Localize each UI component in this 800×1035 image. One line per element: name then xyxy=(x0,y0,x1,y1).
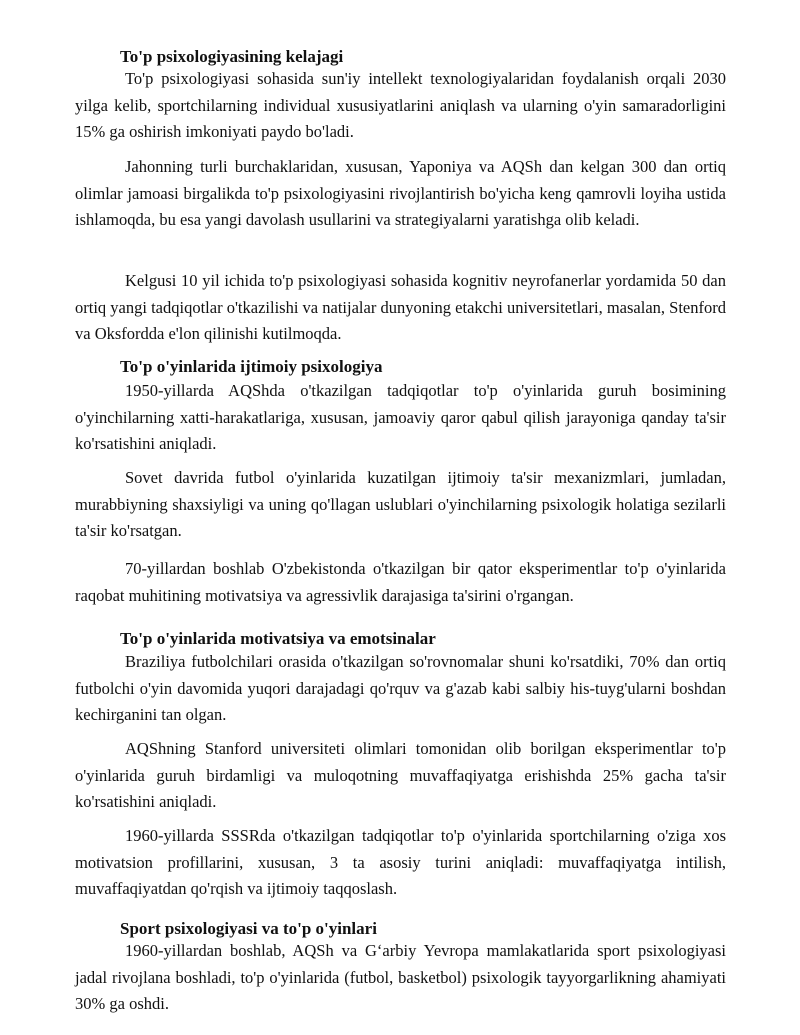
paragraph: 1960-yillardan boshlab, AQSh va G‘arbiy Yevropa mamlakatlarida sport psixologiyasi jadal rivojlana boshladi, to'p o'yinlarida (futbol, basketbol) psixologik tayyorgarlikning ahamiyati 30% ga oshdi. xyxy=(75,941,726,1013)
paragraph: Sovet davrida futbol o'yinlarida kuzatilgan ijtimoiy ta'sir mexanizmlari, jumladan, murabbiyning shaxsiyligi va uning qo'llagan uslublari o'yinchilarning psixologik holatiga sezilarli ta'sir ko'rsatgan. xyxy=(75,468,726,540)
paragraph: 70-yillardan boshlab O'zbekistonda o'tkazilgan bir qator eksperimentlar to'p o'yinlarida raqobat muhitining motivatsiya va agressivlik darajasiga ta'sirini o'rgangan. xyxy=(75,559,726,605)
section-heading: Sport psixologiyasi va to'p o'yinlari xyxy=(120,919,377,938)
section-heading: To'p o'yinlarida motivatsiya va emotsinalar xyxy=(120,629,436,648)
section-heading: To'p psixologiyasining kelajagi xyxy=(120,47,344,66)
paragraph: Braziliya futbolchilari orasida o'tkazilgan so'rovnomalar shuni ko'rsatdiki, 70% dan ortiq futbolchi o'yin davomida yuqori darajadagi qo'rquv va g'azab kabi salbiy his-tuyg'ularni boshdan kechirganini tan olgan. xyxy=(75,652,726,724)
paragraph: AQShning Stanford universiteti olimlari tomonidan olib borilgan eksperimentlar to'p o'yinlarida guruh birdamligi va muloqotning muvaffaqiyatga erishishda 25% gacha ta'sir ko'rsatishini aniqladi. xyxy=(75,739,726,811)
section-heading: To'p o'yinlarida ijtimoiy psixologiya xyxy=(120,357,383,376)
paragraph: 1960-yillarda SSSRda o'tkazilgan tadqiqotlar to'p o'yinlarida sportchilarning o'ziga xos motivatsion profillarini, xususan, 3 ta asosiy turini aniqladi: muvaffaqiyatga intilish, muvaffaqiyatdan qo'rqish va ijtimoiy taqqoslash. xyxy=(75,826,726,898)
paragraph: 1950-yillarda AQShda o'tkazilgan tadqiqotlar to'p o'yinlarida guruh bosimining o'yinchilarning xatti-harakatlariga, xususan, jamoaviy qaror qabul qilish jarayoniga qanday ta'sir ko'rsatishini aniqladi. xyxy=(75,381,726,453)
paragraph: To'p psixologiyasi sohasida sun'iy intellekt texnologiyalaridan foydalanish orqali 2030 yilga kelib, sportchilarning individual xususiyatlarini aniqlash va ularning o'yin samaradorligini 15% ga oshirish imkoniyati paydo bo'ladi. xyxy=(75,69,726,141)
paragraph: Kelgusi 10 yil ichida to'p psixologiyasi sohasida kognitiv neyrofanerlar yordamida 50 dan ortiq yangi tadqiqotlar o'tkazilishi va natijalar dunyoning etakchi universitetlari, masalan, Stenford va Oksfordda e'lon qilinishi kutilmoqda. xyxy=(75,271,726,343)
paragraph: Jahonning turli burchaklaridan, xususan, Yaponiya va AQSh dan kelgan 300 dan ortiq olimlar jamoasi birgalikda to'p psixologiyasini rivojlantirish bo'yicha keng qamrovli loyiha ustida ishlamoqda, bu esa yangi davolash usullarini va strategiyalarni yaratishga olib keladi. xyxy=(75,157,726,229)
